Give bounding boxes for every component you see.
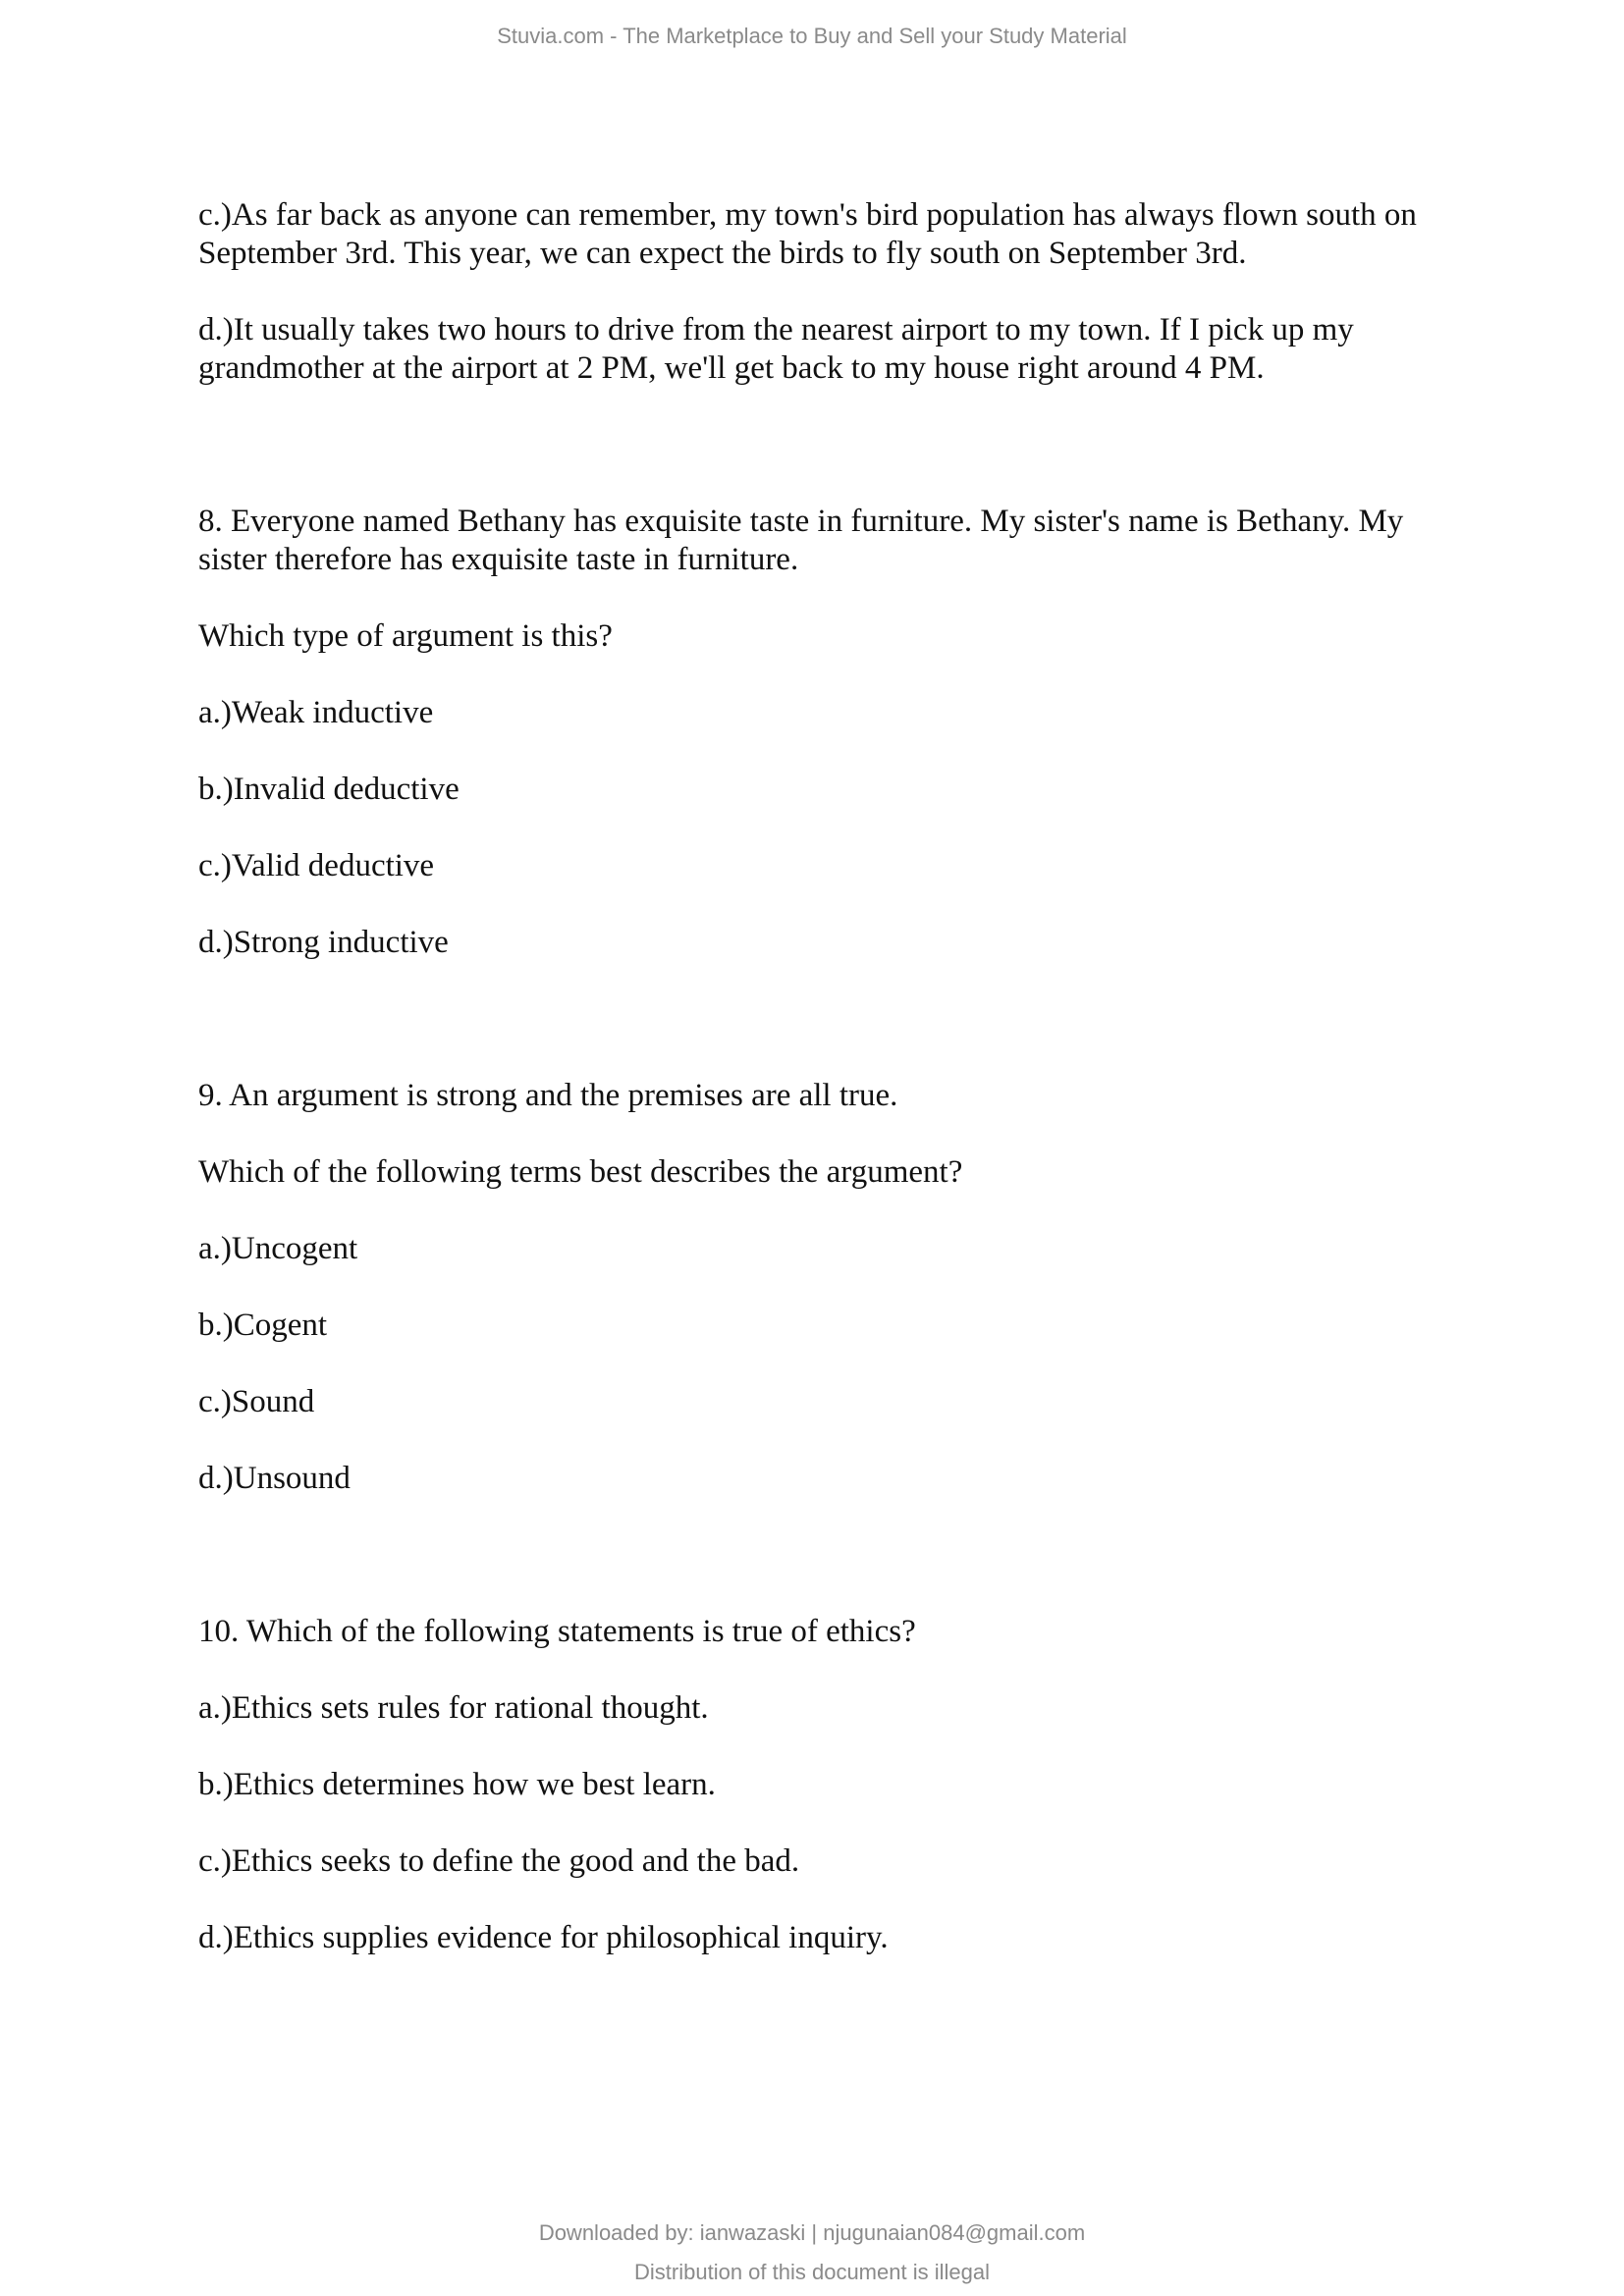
page-header: Stuvia.com - The Marketplace to Buy and Sell your Study Material: [497, 24, 1127, 48]
q9-option-a: a.)Uncogent: [198, 1231, 358, 1266]
q8-option-c: c.)Valid deductive: [198, 848, 435, 883]
q9-option-b: b.)Cogent: [198, 1308, 328, 1343]
q10-option-c: c.)Ethics seeks to define the good and the bad.: [198, 1843, 800, 1879]
q10-question: 10. Which of the following statements is true of ethics?: [198, 1614, 916, 1649]
distribution-notice: Distribution of this document is illegal: [634, 2260, 990, 2284]
document-body: [198, 196, 1465, 1957]
download-notice: Downloaded by: ianwazaski | njugunaian084@gmail.com: [538, 2220, 1086, 2245]
q9-option-c: c.)Sound: [198, 1384, 315, 1419]
q9-prompt: Which of the following terms best describes the argument?: [198, 1154, 963, 1190]
q7-option-d: d.)It usually takes two hours to drive from the nearest airport to my town. If I pick up my grandmother at the airport at 2 PM, we'll get back to my house right around 4 PM.: [198, 312, 1354, 386]
q8-prompt: Which type of argument is this?: [198, 618, 613, 654]
q9-option-d: d.)Unsound: [198, 1461, 351, 1496]
q9-question: 9. An argument is strong and the premises are all true.: [198, 1078, 898, 1113]
q8-option-a: a.)Weak inductive: [198, 695, 434, 730]
q8-option-b: b.)Invalid deductive: [198, 772, 460, 807]
q8-question: 8. Everyone named Bethany has exquisite taste in furniture. My sister's name is Bethany. My sister therefore has exquisite taste in furniture.: [198, 504, 1404, 577]
q10-option-d: d.)Ethics supplies evidence for philosophical inquiry.: [198, 1920, 889, 1955]
q10-option-b: b.)Ethics determines how we best learn.: [198, 1767, 716, 1802]
q10-option-a: a.)Ethics sets rules for rational thought.: [198, 1690, 709, 1726]
q8-option-d: d.)Strong inductive: [198, 925, 449, 960]
q7-option-c: c.)As far back as anyone can remember, my town's bird population has always flown south on September 3rd. This year, we can expect the birds to fly south on September 3rd.: [198, 197, 1417, 271]
